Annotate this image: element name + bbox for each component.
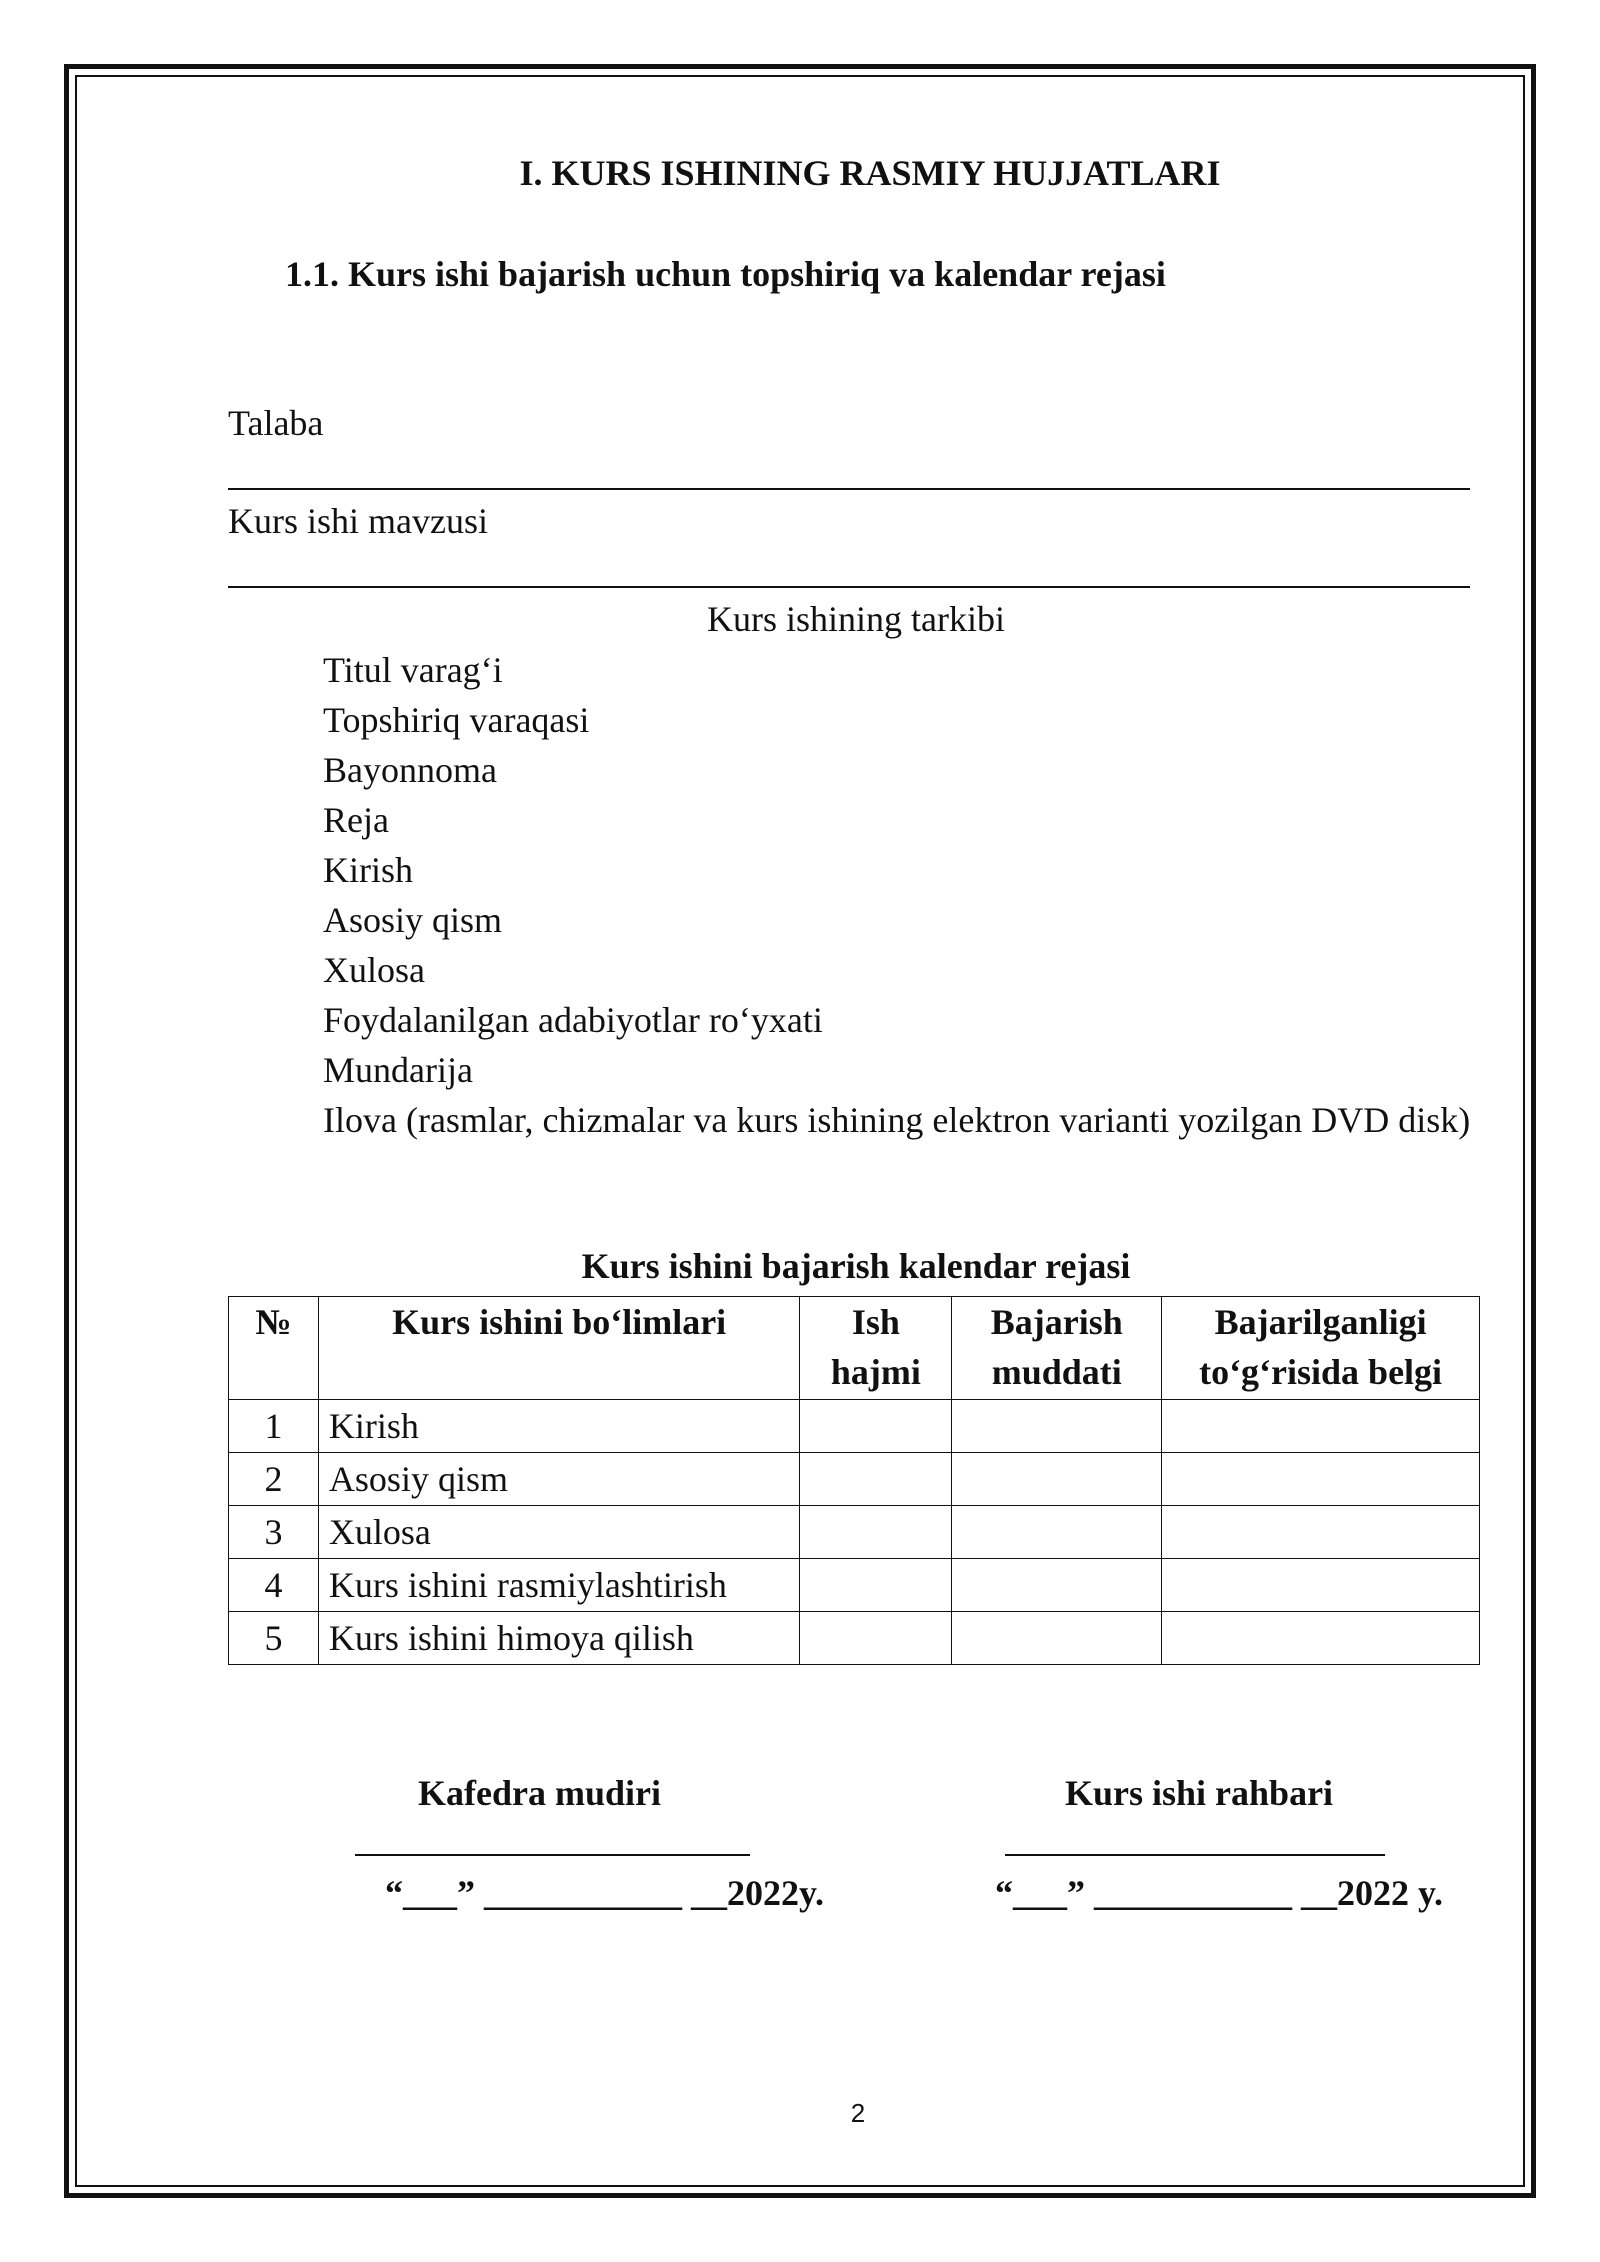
contents-title: Kurs ishining tarkibi <box>707 599 1005 639</box>
row-section: Asosiy qism <box>318 1453 799 1506</box>
row-workload-cell <box>800 1506 952 1559</box>
supervisor-date: “___” ___________ __2022 y. <box>995 1873 1444 1913</box>
table-row <box>229 1559 1480 1612</box>
row-deadline-cell <box>952 1400 1162 1453</box>
department-head-title: Kafedra mudiri <box>418 1773 661 1813</box>
row-workload-cell <box>800 1559 952 1612</box>
header-number: № <box>229 1297 319 1400</box>
row-workload-cell <box>800 1400 952 1453</box>
row-number: 5 <box>229 1612 319 1665</box>
table-header-row <box>229 1297 1480 1400</box>
row-mark-cell <box>1162 1559 1480 1612</box>
section-heading: 1.1. Kurs ishi bajarish uchun topshiriq va kalendar rejasi <box>285 254 1166 294</box>
department-head-date: “___” ___________ __2022y. <box>385 1873 825 1913</box>
row-number: 4 <box>229 1559 319 1612</box>
header-section: Kurs ishini bo‘limlari <box>318 1297 799 1400</box>
row-deadline-cell <box>952 1506 1162 1559</box>
contents-item: Bayonnoma <box>323 750 497 790</box>
contents-item: Asosiy qism <box>323 900 503 940</box>
row-mark-cell <box>1162 1506 1480 1559</box>
contents-list <box>323 645 1473 1145</box>
row-mark-cell <box>1162 1400 1480 1453</box>
row-mark-cell <box>1162 1612 1480 1665</box>
schedule-title: Kurs ishini bajarish kalendar rejasi <box>581 1246 1131 1286</box>
contents-item: Reja <box>323 800 389 840</box>
header-deadline: Bajarish muddati <box>952 1297 1162 1400</box>
row-workload-cell <box>800 1612 952 1665</box>
row-mark-cell <box>1162 1453 1480 1506</box>
row-number: 1 <box>229 1400 319 1453</box>
row-deadline-cell <box>952 1612 1162 1665</box>
schedule-table <box>228 1296 1480 1665</box>
table-row <box>229 1506 1480 1559</box>
supervisor-signature-line <box>1005 1854 1385 1856</box>
document-title: I. KURS ISHINING RASMIY HUJJATLARI <box>519 153 1221 193</box>
row-section: Kurs ishini himoya qilish <box>318 1612 799 1665</box>
table-row <box>229 1612 1480 1665</box>
header-workload: Ish hajmi <box>800 1297 952 1400</box>
row-deadline-cell <box>952 1559 1162 1612</box>
student-fill-line <box>228 488 1470 490</box>
student-label: Talaba <box>228 403 324 443</box>
department-head-signature-line <box>355 1854 750 1856</box>
contents-item: Mundarija <box>323 1050 473 1090</box>
contents-item: Xulosa <box>323 950 425 990</box>
row-number: 3 <box>229 1506 319 1559</box>
row-section: Xulosa <box>318 1506 799 1559</box>
page-number: 2 <box>850 2098 866 2128</box>
contents-item: Titul varag‘i <box>323 650 503 690</box>
table-row <box>229 1453 1480 1506</box>
topic-fill-line <box>228 586 1470 588</box>
supervisor-title: Kurs ishi rahbari <box>1065 1773 1334 1813</box>
row-section: Kirish <box>318 1400 799 1453</box>
row-deadline-cell <box>952 1453 1162 1506</box>
header-completion-mark: Bajarilganligi to‘g‘risida belgi <box>1162 1297 1480 1400</box>
table-row <box>229 1400 1480 1453</box>
row-number: 2 <box>229 1453 319 1506</box>
contents-item: Kirish <box>323 850 413 890</box>
contents-item: Foydalanilgan adabiyotlar ro‘yxati <box>323 1000 823 1040</box>
contents-item: Topshiriq varaqasi <box>323 700 590 740</box>
row-workload-cell <box>800 1453 952 1506</box>
contents-item: Ilova (rasmlar, chizmalar va kurs ishining elektron varianti yozilgan DVD disk) <box>323 1100 1471 1140</box>
topic-label: Kurs ishi mavzusi <box>228 501 488 541</box>
row-section: Kurs ishini rasmiylashtirish <box>318 1559 799 1612</box>
